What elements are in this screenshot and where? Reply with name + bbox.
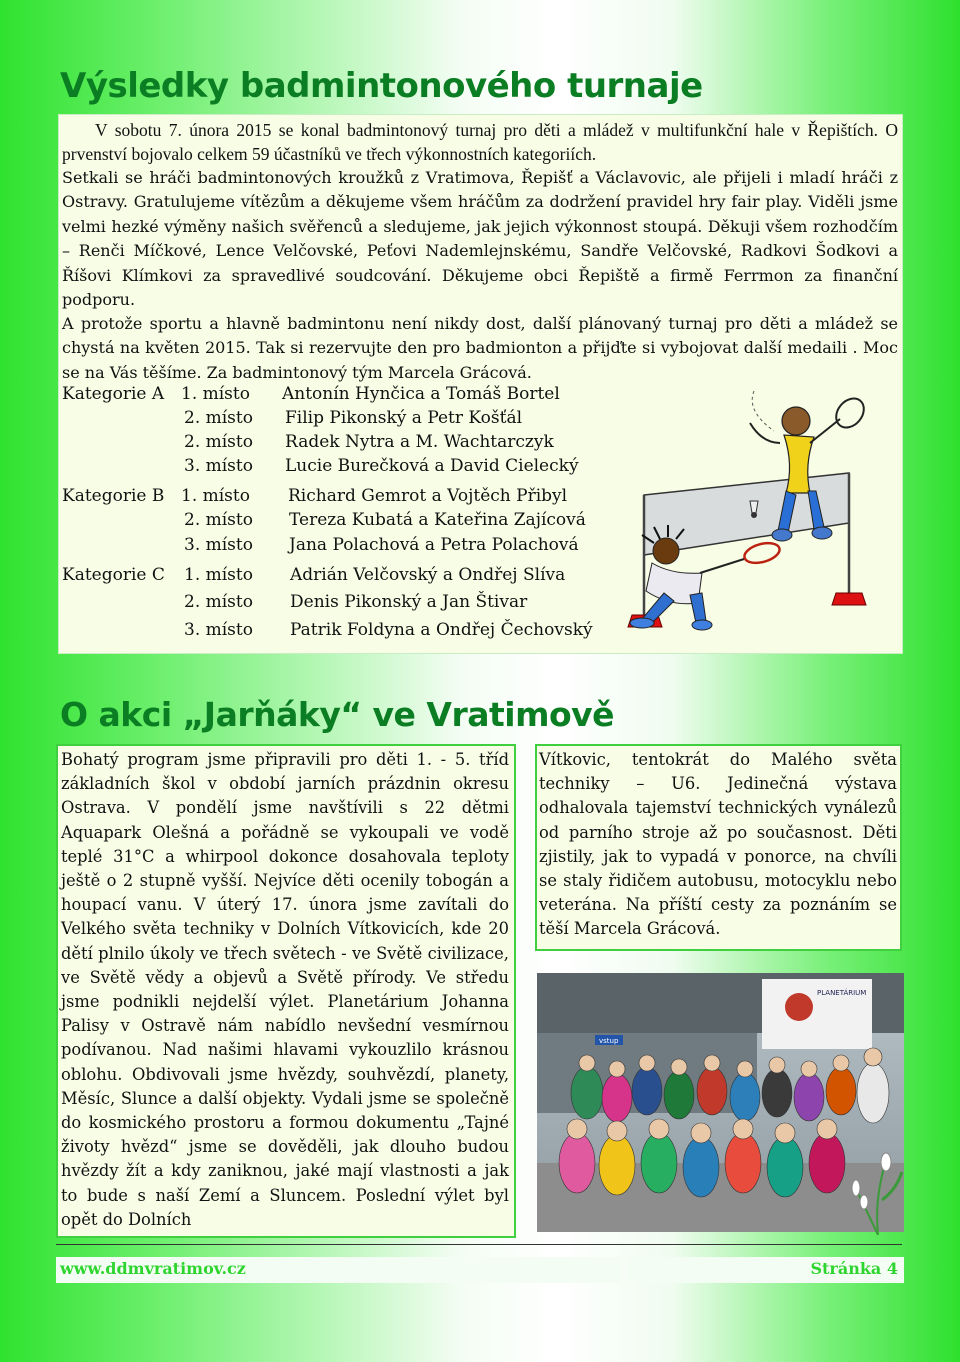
- winner-names: Patrik Foldyna a Ondřej Čechovský: [290, 620, 593, 640]
- place-label: 2. místo: [184, 510, 253, 530]
- place-label: 1. místo: [181, 486, 250, 506]
- place-label: 2. místo: [184, 408, 253, 428]
- badminton-players-illustration: [604, 383, 894, 633]
- footer-rule: [56, 1244, 902, 1245]
- place-label: 3. místo: [184, 456, 253, 476]
- winner-names: Tereza Kubatá a Kateřina Zajícová: [289, 510, 586, 530]
- winner-names: Antonín Hynčica a Tomáš Bortel: [282, 384, 560, 404]
- place-label: 2. místo: [184, 432, 253, 452]
- article-title-jarnaky: O akci „Jarňáky“ ve Vratimově: [60, 695, 615, 734]
- footer-website-link[interactable]: www.ddmvratimov.cz: [60, 1259, 246, 1278]
- category-label: Kategorie C: [62, 565, 165, 585]
- article-invite-paragraph: A protože sportu a hlavně badmintonu není nikdy dost, další plánovaný turnaj pro děti a mládež se chystá na květen 2015. Tak si rezervujte den pro badmionton a přijďte si vybojovat další medaili . Moc se na Vás těšíme. Za badmintonový tým Marcela Grácová.: [62, 314, 898, 382]
- planetarium-sign-text: PLANETÁRIUM: [817, 989, 867, 997]
- winner-names: Denis Pikonský a Jan Štivar: [290, 592, 528, 612]
- place-label: 1. místo: [181, 384, 250, 404]
- winner-names: Lucie Burečková a David Cielecký: [285, 456, 579, 476]
- place-label: 3. místo: [184, 535, 253, 555]
- article-title-badminton: Výsledky badmintonového turnaje: [60, 66, 703, 106]
- place-label: 3. místo: [184, 620, 253, 640]
- footer-page-number: Stránka 4: [810, 1259, 898, 1278]
- winner-names: Richard Gemrot a Vojtěch Přibyl: [288, 486, 568, 506]
- lead-text: V sobotu 7. února 2015 se konal badmintonový turnaj pro děti a mládež v multifunkční hale v Řepištích. O prvenství bojovalo celkem 59 účastníků ve třech výkonnostních kategoriích.: [62, 120, 898, 165]
- category-label: Kategorie A: [62, 384, 165, 404]
- winner-names: Adrián Velčovský a Ondřej Slíva: [290, 565, 566, 585]
- winner-names: Filip Pikonský a Petr Košťál: [285, 408, 523, 428]
- entrance-sign-text: vstup: [599, 1037, 619, 1045]
- article-body-paragraph: Setkali se hráči badmintonových kroužků z Vratimova, Řepišť a Václavovic, ale přijeli i mladí hráči z Ostravy. Gratulujeme vítězům a děkujeme všem hráčům za dodržení pravidel hry fair play. Viděli jsme velmi hezké výměny našich svěřenců a sledujeme, jak jejich výkonnost stoupá. Děkuji všem rozhodčím – Renči Míčkové, Lence Velčovské, Peťovi Nademlejnskému, Sandře Velčovské, Radkovi Šodkovi a Říšovi Klímkovi za spravedlivé soudcování. Děkujeme obci Řepiště a firmě Ferrmon za finanční podporu.: [62, 168, 898, 310]
- place-label: 1. místo: [184, 565, 253, 585]
- jarnaky-column-right-text: Vítkovic, tentokrát do Malého světa techniky – U6. Jedinečná výstava odhalovala tajemství technických vynálezů od parního stroje až po současnost. Děti zjistily, jak to vypadá v ponorce, na chvíli se staly řidičem autobusu, motocyklu nebo veterána. Na příští cesty za poznáním se těší Marcela Grácová.: [539, 750, 897, 939]
- jarnaky-column-left-text: Bohatý program jsme připravili pro děti 1. - 5. tříd základních škol v období jarních prázdnin okresu Ostrava. V pondělí jsme navštívili s 22 dětmi Aquapark Olešná a pořádně se vykoupali ve vodě teplé 31°C a whirpool dokonce dosahovala teploty ještě o 2 stupně vyšší. Nejvíce děti ocenily tobogán a houpací vanu. V úterý 17. února jsme zavítali do Velkého světa techniky v Dolních Vítkovicích, kde 20 dětí plnilo úkoly ve třech světech - ve Světě civilizace, ve Světě vědy a objevů a Světě přírody. Ve středu jsme podnikli nejdelší výlet. Planetárium Johanna Palisy v Ostravě nám nabídlo nevšední vesmírnou podívanou. Nad našimi hlavami vykouzlilo krásnou oblohu. Obdivovali jsme hvězdy, souhvězdí, planety, Měsíc, Slunce a další objekty. Vydali jsme se společně do kosmického prostoru a formou dokumentu „Tajné životy hvězd“ jsme se dověděli, jak dlouho budou hvězdy žít a kdy zaniknou, jaké mají vlastnosti a jak to bude s naší Zemí a Sluncem. Poslední výlet byl opět do Dolních: [61, 750, 509, 1229]
- winner-names: Radek Nytra a M. Wachtarczyk: [285, 432, 554, 452]
- winner-names: Jana Polachová a Petra Polachová: [289, 535, 579, 555]
- place-label: 2. místo: [184, 592, 253, 612]
- category-label: Kategorie B: [62, 486, 165, 506]
- snowdrop-flower-decoration: [838, 1140, 908, 1235]
- article-lead-paragraph: [62, 118, 898, 167]
